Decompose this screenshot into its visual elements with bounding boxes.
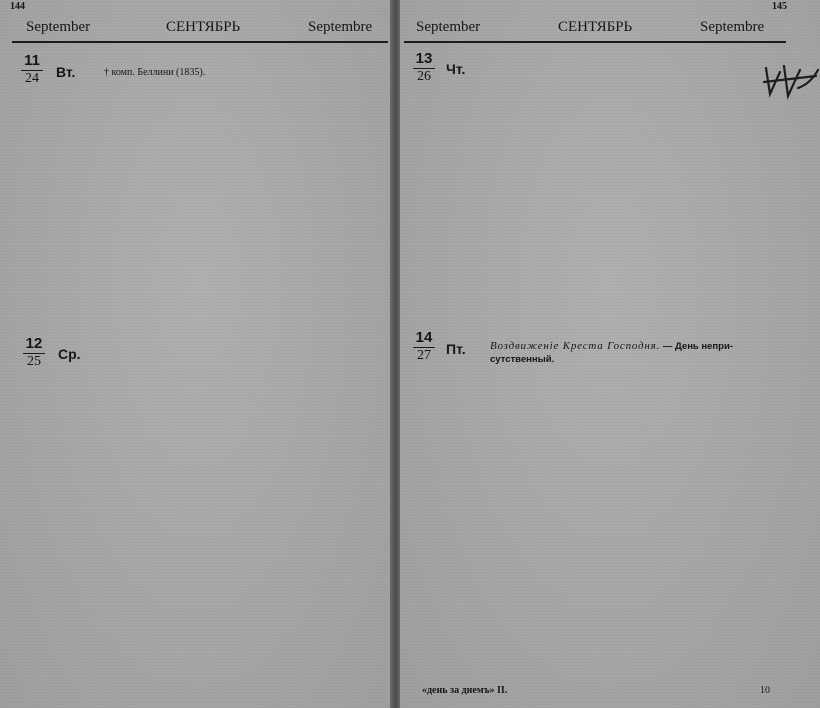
day-number-new-style: 25 xyxy=(27,354,41,369)
day-number-old-style: 12 xyxy=(25,335,43,352)
left-page xyxy=(0,0,394,708)
header-month-french: Septembre xyxy=(308,19,373,35)
footer-book-title: «день за днемъ» II. xyxy=(422,685,508,696)
header-month-russian: СЕНТЯБРЬ xyxy=(558,19,633,35)
day-note: † комп. Беллини (1835). xyxy=(104,67,206,78)
day-number-new-style: 24 xyxy=(25,71,39,86)
header-rule xyxy=(404,41,786,43)
right-page xyxy=(400,0,820,708)
feast-remark: — День непри- xyxy=(662,341,733,352)
header-month-english: September xyxy=(416,19,481,35)
page-number: 144 xyxy=(10,1,25,12)
day-number-new-style: 27 xyxy=(417,348,431,363)
page-number: 145 xyxy=(772,1,787,12)
header-month-french: Septembre xyxy=(700,19,765,35)
header-month-english: September xyxy=(26,19,91,35)
feast-name: Воздвиженіе Креста Господня. xyxy=(490,340,661,352)
feast-note xyxy=(490,340,780,366)
footer-signature-mark: 10 xyxy=(760,685,770,696)
handwritten-mark-icon xyxy=(758,58,820,108)
day-number-old-style: 11 xyxy=(24,52,40,69)
day-number-old-style: 14 xyxy=(415,329,433,346)
weekday-label: Чт. xyxy=(446,61,466,77)
day-number-new-style: 26 xyxy=(417,69,431,84)
weekday-label: Пт. xyxy=(446,341,466,357)
header-rule xyxy=(12,41,388,43)
weekday-label: Ср. xyxy=(58,346,81,362)
weekday-label: Вт. xyxy=(56,64,76,80)
header-month-russian: СЕНТЯБРЬ xyxy=(166,19,241,35)
day-number-old-style: 13 xyxy=(415,50,433,67)
feast-remark-continued: сутственный. xyxy=(490,354,555,365)
